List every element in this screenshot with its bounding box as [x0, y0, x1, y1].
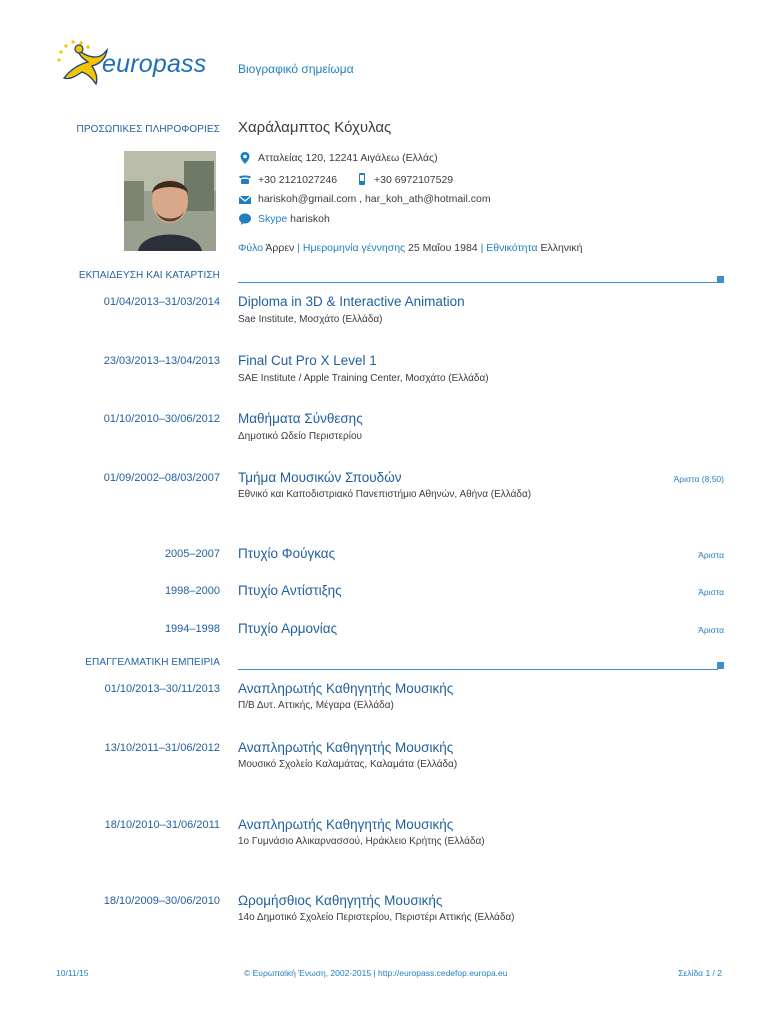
- email-addresses[interactable]: hariskoh@gmail.com , har_koh_ath@hotmail.com: [258, 193, 491, 205]
- im-label: Skype: [258, 213, 288, 225]
- section-rule-marker: [717, 662, 724, 669]
- footer-copyright[interactable]: © Ευρωπαϊκή Ένωση, 2002-2015 | http://europass.cedefop.europa.eu: [244, 968, 508, 978]
- education-dates: 2005–2007: [164, 548, 220, 560]
- experience-employer: 14ο Δημοτικό Σχολείο Περιστερίου, Περιστέρι Αττικής (Ελλάδα): [238, 912, 515, 923]
- separator: |: [480, 242, 484, 254]
- experience-employer: Μουσικό Σχολείο Καλαμάτας, Καλαμάτα (Ελλάδα): [238, 759, 458, 770]
- education-organisation: SAE Institute / Apple Training Center, Μοσχάτο (Ελλάδα): [238, 373, 489, 384]
- experience-title: Αναπληρωτής Καθηγητής Μουσικής: [238, 817, 454, 832]
- mobile-icon: [355, 172, 369, 186]
- footer-page-number: Σελίδα 1 / 2: [678, 968, 722, 978]
- experience-title: Αναπληρωτής Καθηγητής Μουσικής: [238, 681, 454, 696]
- phone-icon: [238, 172, 252, 186]
- address: Ατταλείας 120, 12241 Αιγάλεω (Ελλάς): [258, 152, 438, 164]
- sex-label: Φύλο: [238, 242, 264, 254]
- education-grade: Άριστα: [698, 587, 724, 597]
- europass-wordmark: europass: [102, 50, 207, 78]
- personal-details-line: [238, 242, 582, 254]
- education-heading: ΕΚΠΑΙΔΕΥΣΗ ΚΑΙ ΚΑΤΑΡΤΙΣΗ: [78, 270, 220, 281]
- footer-date: 10/11/15: [56, 968, 89, 978]
- dob-value: 25 Μαΐου 1984: [408, 242, 478, 254]
- experience-employer: Π/Β Δυτ. Αττικής, Μέγαρα (Ελλάδα): [238, 700, 394, 711]
- profile-photo: [124, 151, 216, 251]
- education-title: Τμήμα Μουσικών Σπουδών: [238, 470, 402, 485]
- experience-heading: ΕΠΑΓΓΕΛΜΑΤΙΚΗ ΕΜΠΕΙΡΙΑ: [85, 657, 220, 668]
- chat-icon: [238, 212, 252, 226]
- experience-dates: 01/10/2013–30/11/2013: [104, 683, 220, 695]
- education-title: Πτυχίο Αρμονίας: [238, 621, 338, 636]
- europass-logo: [52, 38, 222, 90]
- education-dates: 01/04/2013–31/03/2014: [103, 296, 220, 308]
- im-value: hariskoh: [290, 213, 330, 225]
- nationality-label: Εθνικότητα: [486, 242, 538, 254]
- experience-dates: 18/10/2010–31/06/2011: [104, 819, 220, 831]
- person-photo-icon: [124, 151, 216, 251]
- experience-employer: 1ο Γυμνάσιο Αλικαρνασσού, Ηράκλειο Κρήτης (Ελλάδα): [238, 836, 485, 847]
- education-grade: Άριστα: [698, 550, 724, 560]
- nationality-value: Ελληνική: [540, 242, 583, 254]
- education-title: Final Cut Pro X Level 1: [238, 353, 377, 368]
- education-dates: 01/10/2010–30/06/2012: [103, 413, 220, 425]
- education-title: Μαθήματα Σύνθεσης: [238, 411, 363, 426]
- education-dates: 1998–2000: [164, 585, 220, 597]
- dob-label: Ημερομηνία γέννησης: [302, 242, 406, 254]
- section-rule-marker: [717, 276, 724, 283]
- email-icon: [238, 193, 252, 207]
- im-contact: [258, 213, 330, 225]
- section-rule: [238, 669, 718, 670]
- education-organisation: Δημοτικό Ωδείο Περιστερίου: [238, 431, 362, 442]
- full-name: Χαράλαμπτος Κόχυλας: [238, 119, 392, 136]
- education-title: Πτυχίο Φούγκας: [238, 546, 336, 561]
- location-icon: [238, 151, 252, 165]
- education-dates: 1994–1998: [164, 623, 220, 635]
- education-grade: Άριστα (8,50): [673, 474, 724, 484]
- document-type: Βιογραφικό σημείωμα: [238, 62, 354, 76]
- education-title: Πτυχίο Αντίστιξης: [238, 583, 342, 598]
- education-grade: Άριστα: [698, 625, 724, 635]
- experience-title: Ωρομήσθιος Καθηγητής Μουσικής: [238, 893, 443, 908]
- experience-dates: 18/10/2009–30/06/2010: [103, 895, 220, 907]
- personal-info-heading: ΠΡΟΣΩΠΙΚΕΣ ΠΛΗΡΟΦΟΡΙΕΣ: [76, 124, 220, 135]
- experience-title: Αναπληρωτής Καθηγητής Μουσικής: [238, 740, 454, 755]
- education-title: Diploma in 3D & Interactive Animation: [238, 294, 465, 309]
- phone-number[interactable]: +30 2121027246: [258, 174, 338, 186]
- mobile-number[interactable]: +30 6972107529: [374, 174, 454, 186]
- experience-dates: 13/10/2011–31/06/2012: [104, 742, 220, 754]
- sex-value: Άρρεν: [265, 242, 295, 254]
- education-dates: 23/03/2013–13/04/2013: [103, 355, 220, 367]
- education-organisation: Sae Institute, Μοσχάτο (Ελλάδα): [238, 314, 383, 325]
- education-dates: 01/09/2002–08/03/2007: [103, 472, 220, 484]
- section-rule: [238, 282, 718, 283]
- separator: |: [297, 242, 300, 254]
- education-organisation: Εθνικό και Καποδιστριακό Πανεπιστήμιο Αθηνών, Αθήνα (Ελλάδα): [238, 489, 532, 500]
